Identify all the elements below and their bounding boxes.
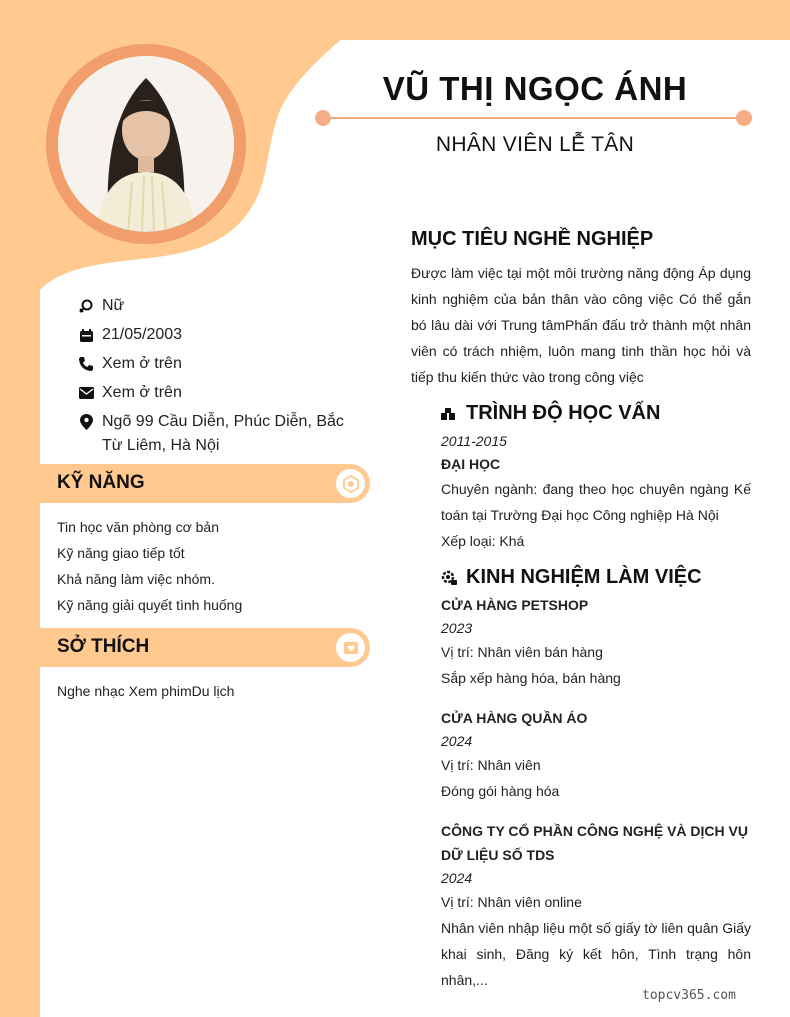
skill-item: Kỹ năng giải quyết tình huống bbox=[57, 597, 243, 613]
experience-header bbox=[440, 566, 702, 589]
job-company: CỬA HÀNG QUẦN ÁO bbox=[441, 710, 588, 726]
education-header bbox=[440, 402, 660, 425]
job-entry bbox=[441, 819, 751, 993]
dob-text: 21/05/2003 bbox=[102, 326, 183, 343]
skills-title: KỸ NĂNG bbox=[57, 472, 145, 493]
divider-dot-left bbox=[315, 110, 331, 126]
location-pin-icon bbox=[76, 410, 96, 434]
email-row bbox=[76, 381, 366, 405]
skill-item: Khả năng làm việc nhóm. bbox=[57, 571, 215, 587]
job-description: Nhân viên nhập liệu một số giấy tờ liên quân Giấy khai sinh, Đăng ký kết hôn, Tình trạng hôn nhân,... bbox=[441, 920, 751, 988]
calendar-icon bbox=[76, 323, 96, 347]
hobby-text: Nghe nhạc Xem phimDu lịch bbox=[57, 683, 235, 699]
education-degree: ĐẠI HỌC bbox=[441, 456, 501, 472]
job-company: CỬA HÀNG PETSHOP bbox=[441, 597, 589, 613]
experience-title: KINH NGHIỆM LÀM VIỆC bbox=[466, 566, 702, 588]
candidate-name: VŨ THỊ NGỌC ÁNH bbox=[382, 70, 688, 107]
job-description: Sắp xếp hàng hóa, bán hàng bbox=[441, 670, 621, 686]
envelope-icon bbox=[76, 381, 96, 405]
skills-header bbox=[40, 464, 370, 503]
hobbies-icon bbox=[336, 633, 365, 662]
gender-row bbox=[76, 294, 366, 318]
job-title: NHÂN VIÊN LỄ TÂN bbox=[435, 133, 635, 156]
objective-title: MỤC TIÊU NGHỀ NGHIỆP bbox=[411, 228, 654, 250]
job-description: Đóng gói hàng hóa bbox=[441, 783, 560, 799]
skills-list bbox=[57, 514, 242, 618]
divider-dot-right bbox=[736, 110, 752, 126]
avatar bbox=[58, 56, 234, 232]
address-text: Ngõ 99 Cầu Diễn, Phúc Diễn, Bắc Từ Liêm, Hà Nội bbox=[102, 413, 344, 454]
email-text: Xem ở trên bbox=[102, 384, 182, 401]
skill-item: Tin học văn phòng cơ bản bbox=[57, 519, 219, 535]
dob-row bbox=[76, 323, 366, 347]
job-year: 2023 bbox=[441, 620, 473, 636]
gender-text: Nữ bbox=[102, 297, 125, 314]
education-grade: Xếp loại: Khá bbox=[441, 533, 525, 549]
education-block bbox=[441, 430, 751, 554]
job-entry bbox=[441, 593, 751, 691]
contact-info bbox=[76, 294, 366, 458]
education-major: Chuyên ngành: đang theo học chuyên ngàng Kế toán tại Trường Đại học Công nghiệp Hà Nội bbox=[441, 481, 751, 523]
name-divider bbox=[322, 117, 744, 119]
job-position: Vị trí: Nhân viên online bbox=[441, 894, 582, 910]
hobbies-list bbox=[57, 678, 234, 704]
education-title: TRÌNH ĐỘ HỌC VẤN bbox=[466, 402, 661, 424]
skills-icon bbox=[336, 469, 365, 498]
job-position: Vị trí: Nhân viên bán hàng bbox=[441, 644, 603, 660]
job-year: 2024 bbox=[441, 870, 473, 886]
watermark: topcv365.com bbox=[642, 988, 736, 1003]
phone-text: Xem ở trên bbox=[102, 355, 182, 372]
hobbies-title: SỞ THÍCH bbox=[57, 636, 150, 657]
job-year: 2024 bbox=[441, 733, 473, 749]
job-company: CÔNG TY CỔ PHẦN CÔNG NGHỆ VÀ DỊCH VỤ DỮ LIỆU SỐ TDS bbox=[441, 823, 748, 863]
phone-icon bbox=[76, 352, 96, 376]
job-position: Vị trí: Nhân viên bbox=[441, 757, 541, 773]
address-row bbox=[76, 410, 366, 458]
education-period: 2011-2015 bbox=[441, 433, 507, 449]
hobbies-header bbox=[40, 628, 370, 667]
job-entry bbox=[441, 706, 751, 804]
objective-text: Được làm việc tại một môi trường năng động Áp dụng kinh nghiệm của bản thân vào công việc Có thể gắn bó lâu dài với Trung tâmPhấn đấu trở thành một nhân viên có trách nhiệm, luôn mang tinh thần học hỏi và tiếp thu kiến thức vào trong công việc bbox=[411, 265, 751, 385]
gender-icon bbox=[76, 294, 96, 318]
skill-item: Kỹ năng giao tiếp tốt bbox=[57, 545, 185, 561]
gear-icon bbox=[440, 569, 460, 587]
phone-row bbox=[76, 352, 366, 376]
education-icon bbox=[440, 407, 460, 421]
